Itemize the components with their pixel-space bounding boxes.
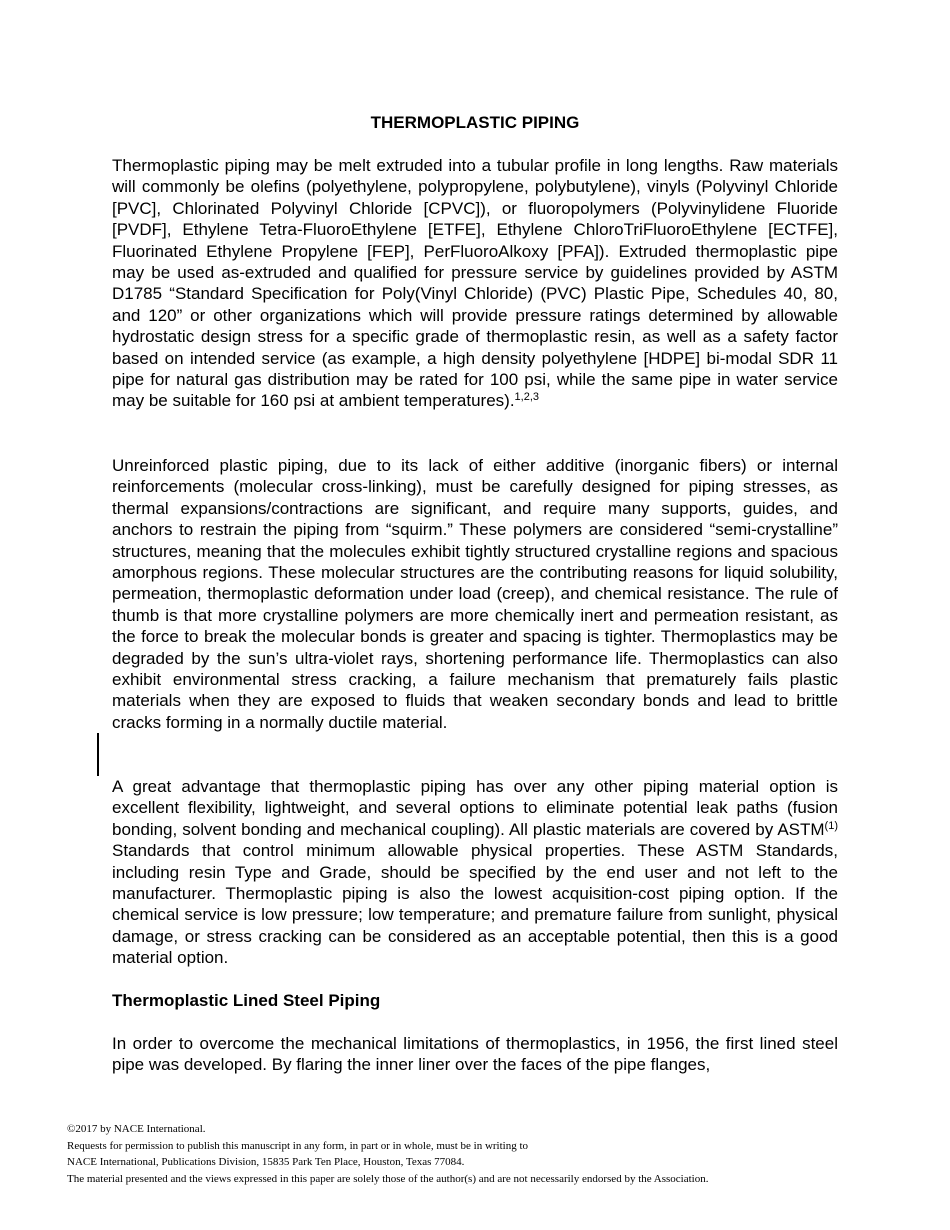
paragraph-advantages [112,776,838,969]
footer-permission-line1: Requests for permission to publish this manuscript in any form, in part or in whole, must be in writing to [67,1139,529,1152]
footer-disclaimer: The material presented and the views expressed in this paper are solely those of the author(s) and are not necessarily endorsed by the Association. [67,1172,709,1185]
paragraph-thermoplastic-intro [112,155,838,412]
footer-copyright: ©2017 by NACE International. [67,1123,206,1135]
footnote-superscript: (1) [824,819,838,832]
paragraph-text-after: Standards that control minimum allowable physical properties. These ASTM Standards, including resin Type and Grade, should be specified by the end user and not left to the manufacturer. Thermoplastic piping is also the lowest acquisition-cost piping option. If the chemical service is low pressure; low temperature; and premature failure from sunlight, physical damage, or stress cracking can be considered as an acceptable potential, then this is a good material option. [112,841,838,968]
revision-change-bar [97,733,99,776]
page-title: THERMOPLASTIC PIPING [370,113,580,132]
footer-permission-line2: NACE International, Publications Division, 15835 Park Ten Place, Houston, Texas 77084. [67,1156,465,1168]
paragraph-text-before: A great advantage that thermoplastic piping has over any other piping material option is excellent flexibility, lightweight, and several options to eliminate potential leak paths (fusion bonding, solvent bonding and mechanical coupling). All plastic materials are covered by ASTM [112,777,838,839]
paragraph-lined-steel: In order to overcome the mechanical limitations of thermoplastics, in 1956, the first lined steel pipe was developed. By flaring the inner liner over the faces of the pipe flanges, [112,1034,838,1075]
paragraph-text: Thermoplastic piping may be melt extruded into a tubular profile in long lengths. Raw materials will commonly be olefins (polyethylene, polypropylene, polybutylene), vinyls (Polyvinyl Chloride [PVC], Chlorinated Polyvinyl Chloride [CPVC]), or fluoropolymers (Polyvinylidene Fluoride [PVDF], Ethylene Tetra-FluoroEthylene [ETFE], Ethylene ChloroTriFluoroEthylene [ECTFE], Fluorinated Ethylene Propylene [FEP], PerFluoroAlkoxy [PFA]). Extruded thermoplastic pipe may be used as-extruded and qualified for pressure service by guidelines provided by ASTM D1785 “Standard Specification for Poly(Vinyl Chloride) (PVC) Plastic Pipe, Schedules 40, 80, and 120” or other organizations which will provide pressure ratings determined by allowable hydrostatic design stress for a specific grade of thermoplastic resin, as well as a safety factor based on intended service (as example, a high density polyethylene [HDPE] bi-modal SDR 11 pipe for natural gas distribution may be rated for 100 psi, while the same pipe in water service may be suitable for 160 psi at ambient temperatures). [112,156,838,411]
citation-superscript: 1,2,3 [514,391,540,404]
paragraph-unreinforced-piping: Unreinforced plastic piping, due to its lack of either additive (inorganic fibers) or internal reinforcements (molecular cross-linking), must be carefully designed for piping stresses, as thermal expansions/contractions are significant, and require many supports, guides, and anchors to restrain the piping from “squirm.” These polymers are considered “semi-crystalline” structures, meaning that the molecules exhibit tightly structured crystalline regions and spacious amorphous regions. These molecular structures are the contributing reasons for liquid solubility, permeation, thermoplastic deformation under load (creep), and chemical resistance. The rule of thumb is that more crystalline polymers are more chemically inert and permeation resistant, as the force to break the molecular bonds is greater and spacing is tighter. Thermoplastics may be degraded by the sun’s ultra-violet rays, shortening performance life. Thermoplastics can also exhibit environmental stress cracking, a failure mechanism that prematurely fails plastic materials when they are exposed to fluids that weaken secondary bonds and lead to brittle cracks forming in a normally ductile material. [112,456,838,732]
page-footer [67,1121,927,1187]
section-subheading: Thermoplastic Lined Steel Piping [112,991,381,1010]
